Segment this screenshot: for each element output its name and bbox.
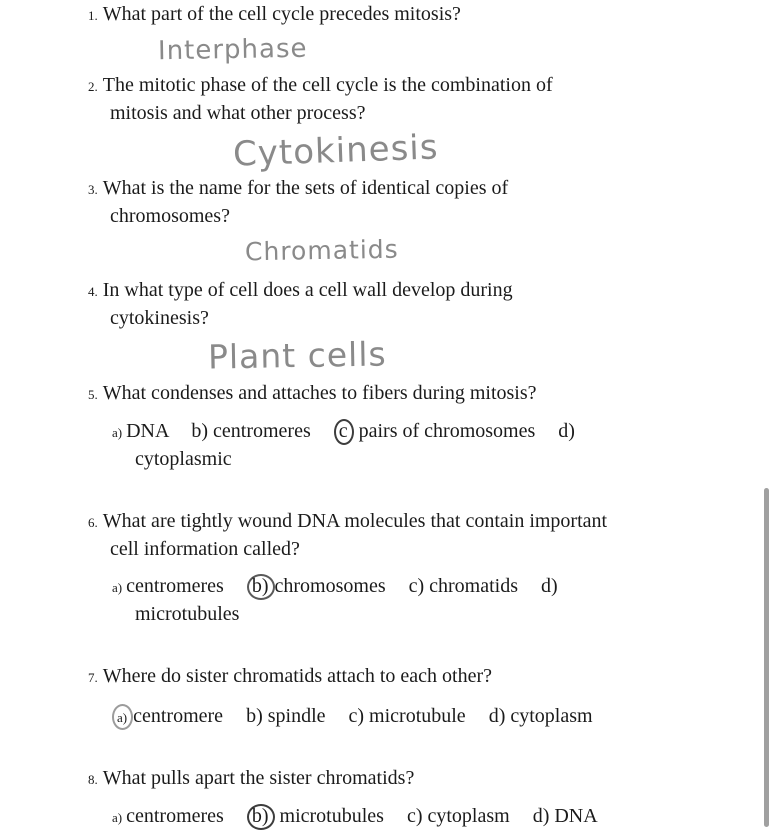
options-line: [88, 418, 738, 446]
question-line: [88, 380, 738, 408]
option-c: c) cytoplasm: [406, 805, 510, 827]
question-text: What is the name for the sets of identical copies of: [102, 177, 509, 199]
question-number: 8.: [88, 772, 98, 787]
question-5: [88, 380, 738, 473]
option-a: DNA: [126, 420, 169, 442]
option-a: centromeres: [126, 805, 224, 827]
option-marker: a): [112, 425, 123, 440]
option-d: d) DNA: [532, 805, 598, 827]
handwritten-answer: Interphase: [157, 33, 308, 67]
handwritten-answer: Plant cells: [207, 334, 387, 377]
question-3: [88, 175, 738, 265]
option-marker: a): [117, 710, 128, 725]
question-line: [88, 277, 738, 305]
option-d: d): [541, 575, 558, 597]
option-c: c) microtubule: [348, 705, 466, 727]
question-text: What pulls apart the sister chromatids?: [102, 767, 415, 789]
option-d-text: microtubules: [135, 603, 240, 625]
scrollbar-thumb[interactable]: [764, 488, 769, 827]
question-number: 1.: [88, 8, 98, 23]
question-4: [88, 277, 738, 375]
question-text: The mitotic phase of the cell cycle is the combination of: [102, 74, 553, 96]
answer-circle: [112, 704, 133, 730]
question-number: 7.: [88, 670, 98, 685]
question-2: [88, 72, 738, 175]
question-number: 3.: [88, 182, 98, 197]
question-line: [88, 175, 738, 203]
question-1: [88, 1, 738, 65]
options-line: [88, 573, 738, 601]
question-text: What part of the cell cycle precedes mitosis?: [102, 3, 461, 25]
question-line: mitosis and what other process?: [110, 102, 366, 124]
option-c-letter: c: [338, 420, 348, 442]
answer-circle: [247, 804, 275, 830]
question-6: [88, 508, 738, 628]
question-line: [88, 508, 738, 536]
question-number: 6.: [88, 515, 98, 530]
question-text: What condenses and attaches to fibers during mitosis?: [102, 382, 537, 404]
option-d-text: cytoplasmic: [135, 448, 232, 470]
option-b-letter: b): [251, 575, 269, 597]
option-marker: a): [112, 580, 123, 595]
question-text: What are tightly wound DNA molecules that contain important: [102, 510, 608, 532]
option-b: b) centromeres: [191, 420, 311, 442]
question-line: [88, 72, 738, 100]
handwritten-answer: Cytokinesis: [232, 127, 440, 175]
handwritten-answer: Chromatids: [244, 234, 399, 267]
question-line: [88, 663, 738, 691]
option-c: c) chromatids: [408, 575, 519, 597]
question-7: [88, 663, 738, 730]
question-number: 5.: [88, 387, 98, 402]
question-line: cytokinesis?: [110, 307, 209, 329]
question-number: 2.: [88, 79, 98, 94]
option-b-letter: b): [251, 805, 269, 827]
option-b: microtubules: [279, 805, 384, 827]
answer-circle: [247, 574, 275, 600]
option-marker: a): [112, 810, 123, 825]
option-d: d): [558, 420, 575, 442]
answer-circle: [334, 419, 354, 445]
options-line: [88, 703, 738, 730]
question-line: chromosomes?: [110, 205, 230, 227]
question-number: 4.: [88, 284, 98, 299]
question-line: cell information called?: [110, 538, 300, 560]
option-d: d) cytoplasm: [488, 705, 593, 727]
option-b: b) spindle: [246, 705, 326, 727]
question-8: [88, 765, 738, 831]
question-line: [88, 765, 738, 793]
question-text: In what type of cell does a cell wall develop during: [102, 279, 513, 301]
option-b: chromosomes: [274, 575, 386, 597]
option-c: pairs of chromosomes: [358, 420, 536, 442]
question-text: Where do sister chromatids attach to each other?: [102, 665, 493, 687]
option-a: centromeres: [126, 575, 224, 597]
question-line: [88, 1, 738, 29]
option-a: centromere: [133, 705, 224, 727]
